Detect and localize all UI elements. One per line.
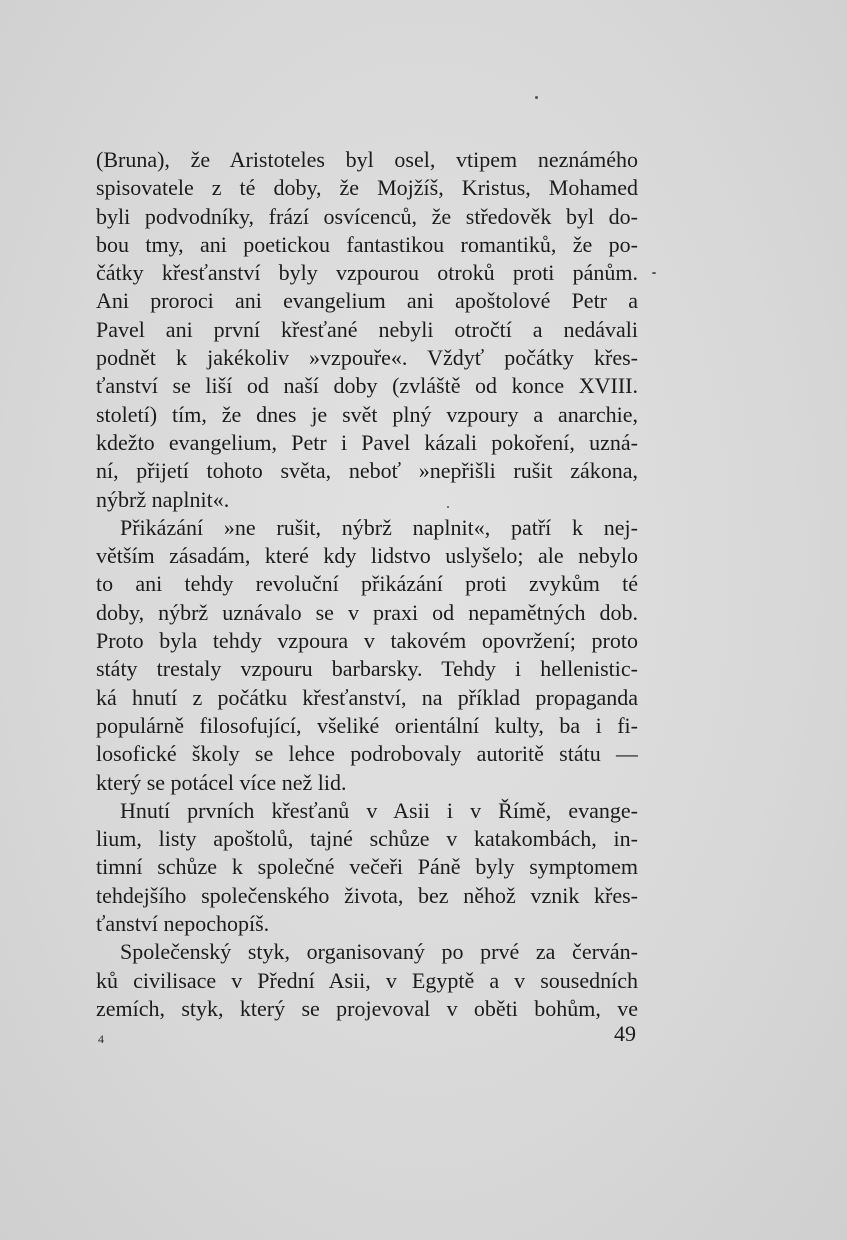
text-line: podnět k jakékoliv »vzpouře«. Vždyť počátky křes-	[96, 345, 638, 371]
text-line: losofické školy se lehce podrobovaly autoritě státu —	[96, 741, 638, 767]
text-line: populárně filosofující, všeliké orientální kulty, ba i fi-	[96, 712, 638, 738]
text-line: státy trestaly vzpouru barbarsky. Tehdy i hellenistic-	[96, 656, 638, 682]
text-line: to ani tehdy revoluční přikázání proti zvykům té	[96, 571, 638, 597]
text-line: zemích, styk, který se projevoval v oběti bohům, ve	[96, 995, 638, 1021]
paper-speck	[652, 272, 656, 274]
text-line: spisovatele z té doby, že Mojžíš, Kristus, Mohamed	[96, 175, 638, 201]
text-line: lium, listy apoštolů, tajné schůze v katakombách, in-	[96, 826, 638, 852]
paper-speck	[447, 506, 449, 508]
text-line: nýbrž naplnit«.	[96, 486, 230, 512]
text-line: (Bruna), že Aristoteles byl osel, vtipem neznámého	[96, 147, 638, 172]
text-line: kdežto evangelium, Petr i Pavel kázali pokoření, uzná-	[96, 429, 638, 455]
text-line: větším zásadám, které kdy lidstvo uslyšelo; ale nebylo	[96, 543, 638, 569]
text-line: Proto byla tehdy vzpoura v takovém opovržení; proto	[96, 628, 638, 654]
text-line: Hnutí prvních křesťanů v Asii i v Římě, evange-	[120, 797, 638, 823]
text-line: Pavel ani první křesťané nebyli otročtí a nedávali	[96, 316, 638, 342]
page-number: 49	[614, 1021, 636, 1046]
text-line: doby, nýbrž uznávalo se v praxi od nepamětných dob.	[96, 599, 638, 625]
text-line: Ani proroci ani evangelium ani apoštolové Petr a	[96, 288, 638, 314]
text-line: timní schůze k společné večeři Páně byly symptomem	[96, 854, 638, 880]
text-line: bou tmy, ani poetickou fantastikou romantiků, že po-	[96, 231, 638, 257]
body-text	[96, 146, 638, 1023]
text-line: ťanství se liší od naší doby (zvláště od konce XVIII.	[96, 373, 638, 399]
text-line: byli podvodníky, frází osvícenců, že středověk byl do-	[96, 203, 638, 229]
text-line: který se potácel více než lid.	[96, 769, 347, 795]
paper-speck	[535, 96, 538, 99]
signature-mark: 4	[98, 1032, 104, 1046]
text-line: století) tím, že dnes je svět plný vzpoury a anarchie,	[96, 401, 638, 427]
text-line: ká hnutí z počátku křesťanství, na příklad propaganda	[96, 684, 638, 710]
text-line: ní, přijetí tohoto světa, neboť »nepřišli rušit zákona,	[96, 458, 638, 484]
text-line: ků civilisace v Přední Asii, v Egyptě a v sousedních	[96, 967, 638, 993]
text-line: Společenský styk, organisovaný po prvé za červán-	[120, 939, 638, 965]
text-line: ťanství nepochopíš.	[96, 911, 270, 937]
text-line: čátky křesťanství byly vzpourou otroků proti pánům.	[96, 260, 638, 286]
text-line: tehdejšího společenského života, bez něhož vznik křes-	[96, 882, 638, 908]
text-line: Přikázání »ne rušit, nýbrž naplnit«, patří k nej-	[120, 514, 638, 540]
